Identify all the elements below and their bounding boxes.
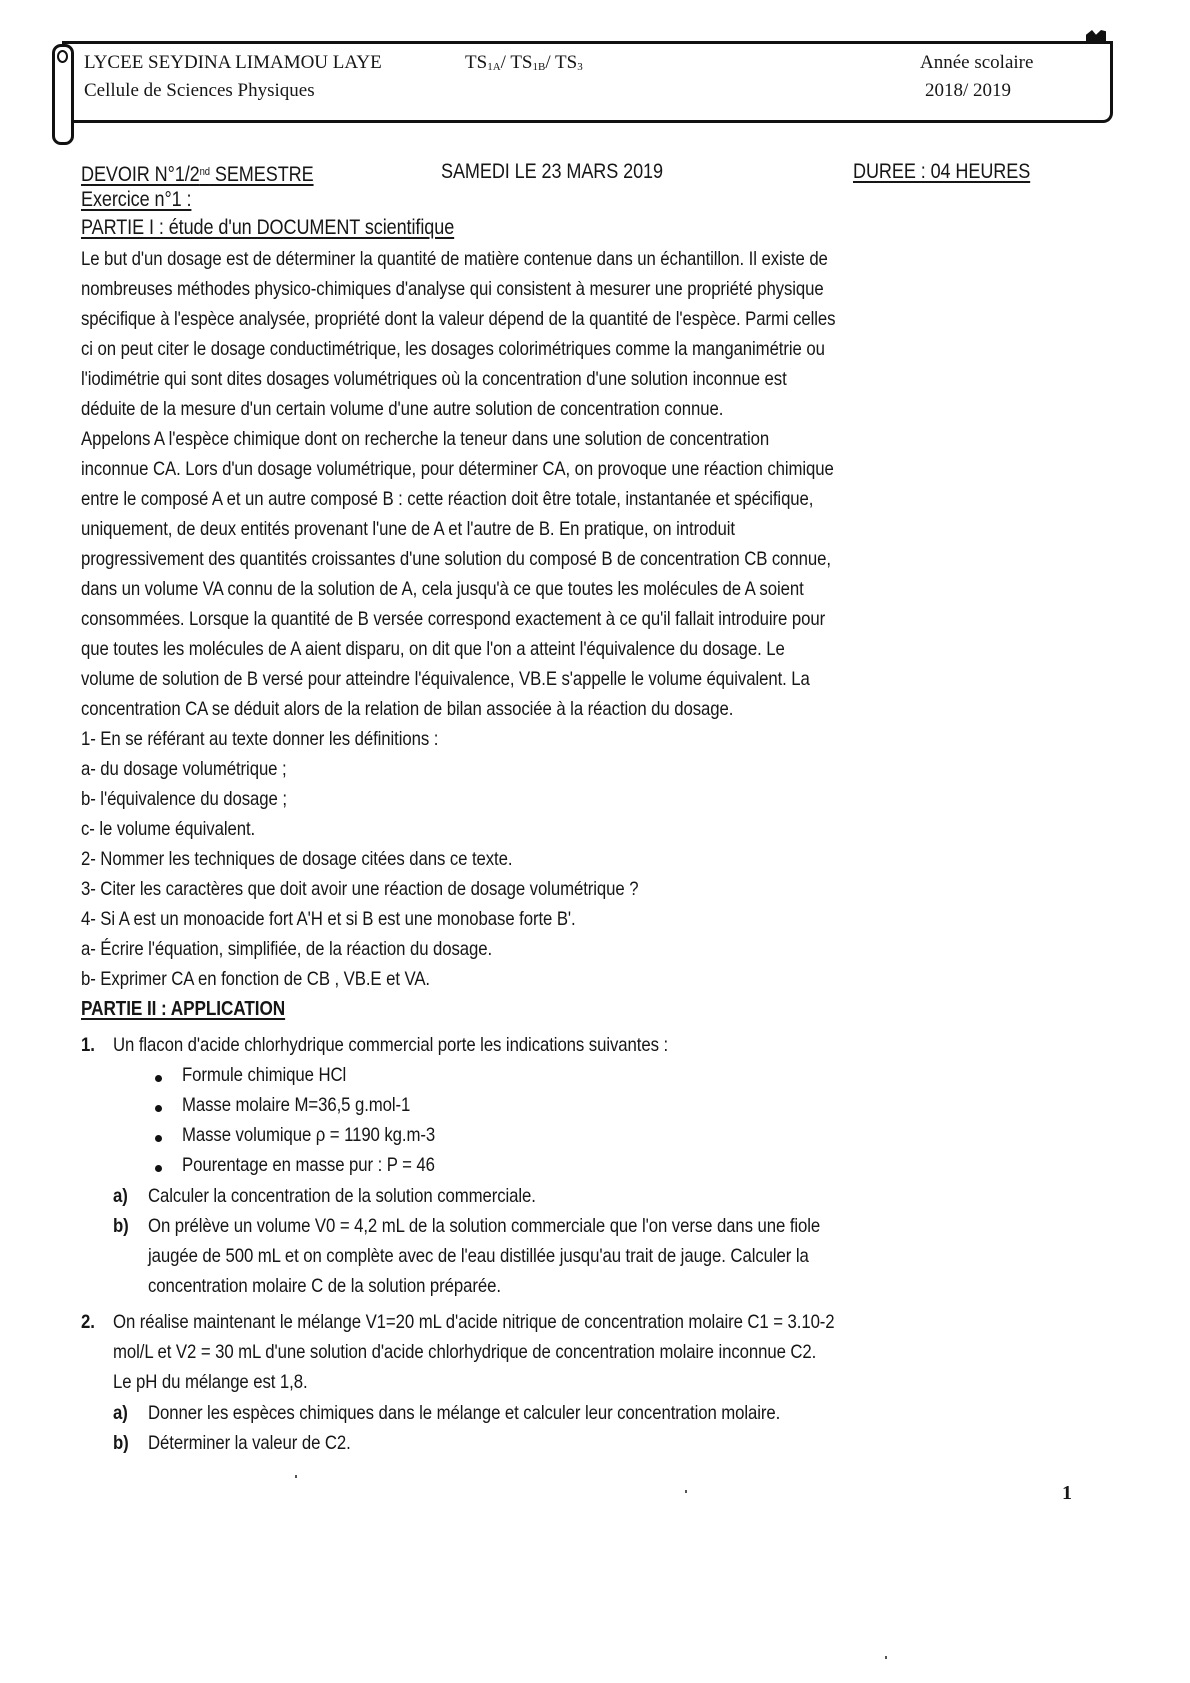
q1-bullet: Pourentage en masse pur : P = 46 <box>182 1154 435 1176</box>
bullet-icon <box>155 1135 162 1142</box>
scroll-roll-decoration <box>52 44 74 145</box>
bullet-icon <box>155 1165 162 1172</box>
exam-duration: DUREE : 04 HEURES <box>853 160 1031 183</box>
q2-line: On réalise maintenant le mélange V1=20 mL d'acide nitrique de concentration molaire C1 = 3.10-2 <box>113 1311 835 1333</box>
q1-bullet: Formule chimique HCl <box>182 1064 347 1086</box>
q1a-text: Calculer la concentration de la solution commerciale. <box>148 1185 536 1207</box>
q2-line: mol/L et V2 = 30 mL d'une solution d'acide chlorhydrique de concentration molaire inconnue C2. <box>113 1341 817 1363</box>
question-4: 4- Si A est un monoacide fort A'H et si B est une monobase forte B'. <box>81 908 576 930</box>
paragraph2-line: Appelons A l'espèce chimique dont on recherche la teneur dans une solution de concentration <box>81 428 770 450</box>
exam-date: SAMEDI LE 23 MARS 2019 <box>441 160 663 183</box>
class-list: $TS_{1A}/$ $TS_{1B}/$ $TS_3$ <box>465 52 583 73</box>
q2-number: 2. <box>81 1311 95 1333</box>
bullet-icon <box>155 1075 162 1082</box>
paragraph2-line: volume de solution de B versé pour atteindre l'équivalence, VB.E s'appelle le volume équivalent. La <box>81 668 810 690</box>
paragraph2-line: concentration CA se déduit alors de la relation de bilan associée à la réaction du dosage. <box>81 698 734 720</box>
q1b-line: jaugée de 500 mL et on complète avec de l'eau distillée jusqu'au trait de jauge. Calculer la <box>148 1245 809 1267</box>
exam-title: DEVOIR N°1/2nd SEMESTRE <box>81 163 314 186</box>
q2b-text: Déterminer la valeur de C2. <box>148 1432 351 1454</box>
paragraph2-line: uniquement, de deux entités provenant l'une de A et l'autre de B. En pratique, on introduit <box>81 518 736 540</box>
scan-speck <box>885 1656 887 1659</box>
school-year-value: 2018/ 2019 <box>925 80 1012 101</box>
q1a-label: a) <box>113 1185 128 1207</box>
q1-number: 1. <box>81 1034 95 1056</box>
q1b-line: concentration molaire C de la solution préparée. <box>148 1275 501 1297</box>
q2b-label: b) <box>113 1432 129 1454</box>
question-2: 2- Nommer les techniques de dosage citées dans ce texte. <box>81 848 513 870</box>
exercise-title: Exercice n°1 : <box>81 188 192 211</box>
question-4b: b- Exprimer CA en fonction de CB , VB.E et VA. <box>81 968 430 990</box>
paragraph2-line: inconnue CA. Lors d'un dosage volumétrique, pour déterminer CA, on provoque une réaction chimique <box>81 458 834 480</box>
q1-text: Un flacon d'acide chlorhydrique commercial porte les indications suivantes : <box>113 1034 669 1056</box>
q2a-text: Donner les espèces chimiques dans le mélange et calculer leur concentration molaire. <box>148 1402 781 1424</box>
bullet-icon <box>155 1105 162 1112</box>
question-1a: a- du dosage volumétrique ; <box>81 758 287 780</box>
q1b-line: On prélève un volume V0 = 4,2 mL de la solution commerciale que l'on verse dans une fiole <box>148 1215 821 1237</box>
part2-title: PARTIE II : APPLICATION <box>81 998 286 1020</box>
paragraph1-line: déduite de la mesure d'un certain volume d'une autre solution de concentration connue. <box>81 398 724 420</box>
paragraph2-line: que toutes les molécules de A aient disparu, on dit que l'on a atteint l'équivalence du dosage. Le <box>81 638 785 660</box>
department-name: Cellule de Sciences Physiques <box>84 80 315 101</box>
question-1b: b- l'équivalence du dosage ; <box>81 788 287 810</box>
question-4a: a- Écrire l'équation, simplifiée, de la réaction du dosage. <box>81 938 493 960</box>
q1b-label: b) <box>113 1215 129 1237</box>
q1-bullet: Masse volumique ρ = 1190 kg.m-3 <box>182 1124 436 1146</box>
paragraph2-line: dans un volume VA connu de la solution de A, cela jusqu'à ce que toutes les molécules de A soient <box>81 578 804 600</box>
q2-line: Le pH du mélange est 1,8. <box>113 1371 308 1393</box>
question-3: 3- Citer les caractères que doit avoir une réaction de dosage volumétrique ? <box>81 878 639 900</box>
paragraph1-line: ci on peut citer le dosage conductimétrique, les dosages colorimétriques comme la manganimétrie ou <box>81 338 825 360</box>
scan-speck <box>685 1490 687 1493</box>
paragraph1-line: Le but d'un dosage est de déterminer la quantité de matière contenue dans un échantillon. Il existe de <box>81 248 828 270</box>
paragraph1-line: l'iodimétrie qui sont dites dosages volumétriques où la concentration d'une solution inconnue est <box>81 368 787 390</box>
q1-bullet: Masse molaire M=36,5 g.mol-1 <box>182 1094 411 1116</box>
question-1c: c- le volume équivalent. <box>81 818 256 840</box>
page-number: 1 <box>1062 1482 1072 1504</box>
paragraph1-line: nombreuses méthodes physico-chimiques d'analyse qui consistent à mesurer une propriété physique <box>81 278 824 300</box>
paragraph2-line: progressivement des quantités croissantes d'une solution du composé B de concentration CB connue, <box>81 548 831 570</box>
paragraph2-line: consommées. Lorsque la quantité de B versée correspond exactement à ce qu'il fallait introduire pour <box>81 608 826 630</box>
q2a-label: a) <box>113 1402 128 1424</box>
scan-speck <box>295 1475 297 1478</box>
paragraph2-line: entre le composé A et un autre composé B : cette réaction doit être totale, instantanée et spécifique, <box>81 488 814 510</box>
school-year-label: Année scolaire <box>920 52 1034 73</box>
question-1: 1- En se référant au texte donner les définitions : <box>81 728 439 750</box>
scroll-tip-decoration <box>1086 30 1106 42</box>
part1-title: PARTIE I : étude d'un DOCUMENT scientifique <box>81 216 455 239</box>
school-name: LYCEE SEYDINA LIMAMOU LAYE <box>84 52 382 73</box>
paragraph1-line: spécifique à l'espèce analysée, propriété dont la valeur dépend de la quantité de l'espèce. Parmi celles <box>81 308 836 330</box>
